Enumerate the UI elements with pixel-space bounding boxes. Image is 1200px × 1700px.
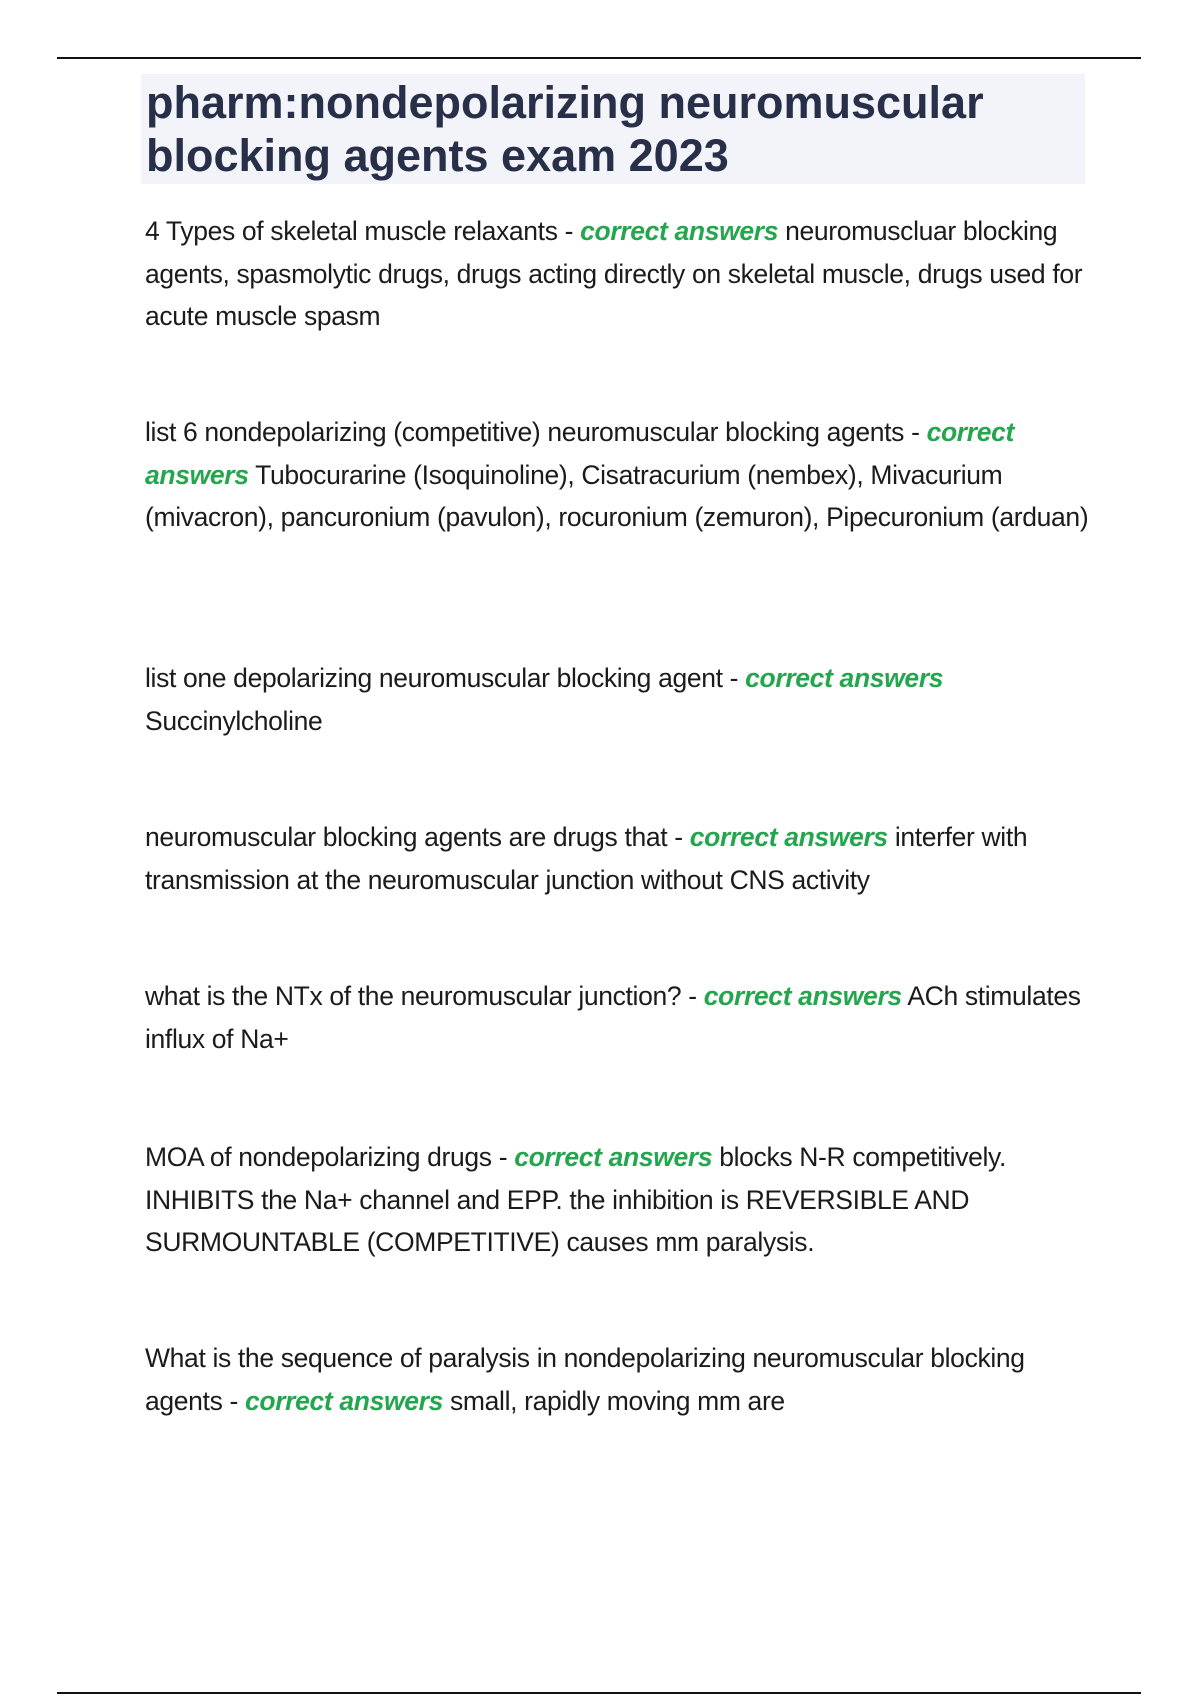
question: neuromuscular blocking agents are drugs that -: [145, 822, 690, 852]
question: list one depolarizing neuromuscular blocking agent -: [145, 663, 746, 693]
qa-item: [145, 816, 1095, 901]
answer-label: correct answers: [703, 981, 902, 1011]
answer: blocks N-R competitively. INHIBITS the Na+ channel and EPP. the inhibition is REVERSIBLE AND SURMOUNTABLE (COMPETITIVE) causes mm paralysis.: [145, 1142, 1006, 1257]
question: MOA of nondepolarizing drugs -: [145, 1142, 515, 1172]
answer: interfer with transmission at the neuromuscular junction without CNS activity: [145, 822, 1028, 895]
question: what is the NTx of the neuromuscular junction? -: [145, 981, 704, 1011]
qa-item: [145, 657, 1095, 742]
question: What is the sequence of paralysis in nondepolarizing neuromuscular blocking agents -: [145, 1343, 1025, 1416]
qa-item: [145, 411, 1095, 539]
bottom-divider: [57, 1692, 1141, 1694]
question: list 6 nondepolarizing (competitive) neuromuscular blocking agents -: [145, 417, 927, 447]
qa-item: [145, 1136, 1095, 1264]
answer: small, rapidly moving mm are: [443, 1385, 785, 1416]
answer-label: correct answers: [145, 417, 1014, 490]
answer: Tubocurarine (Isoquinoline), Cisatracurium (nembex), Mivacurium (mivacron), pancuronium (pavulon), rocuronium (zemuron), Pipecuronium (arduan): [145, 459, 1089, 532]
answer-label: correct answers: [689, 822, 888, 852]
qa-item: [145, 975, 1095, 1060]
answer: ACh stimulates influx of Na+: [145, 981, 1081, 1054]
document-title: pharm:nondepolarizing neuromuscular blocking agents exam 2023: [146, 77, 984, 181]
qa-item: [145, 210, 1095, 338]
top-divider: [57, 57, 1141, 59]
answer-label: correct answers: [514, 1142, 713, 1172]
answer-label: correct answers: [244, 1385, 443, 1416]
answer: Succinylcholine: [145, 705, 323, 736]
answer-label: correct answers: [745, 663, 944, 693]
question: 4 Types of skeletal muscle relaxants -: [145, 216, 581, 246]
answer: neuromuscluar blocking agents, spasmolytic drugs, drugs acting directly on skeletal muscle, drugs used for acute muscle spasm: [145, 216, 1083, 331]
qa-item: [145, 1337, 1095, 1422]
answer-label: correct answers: [580, 216, 779, 246]
